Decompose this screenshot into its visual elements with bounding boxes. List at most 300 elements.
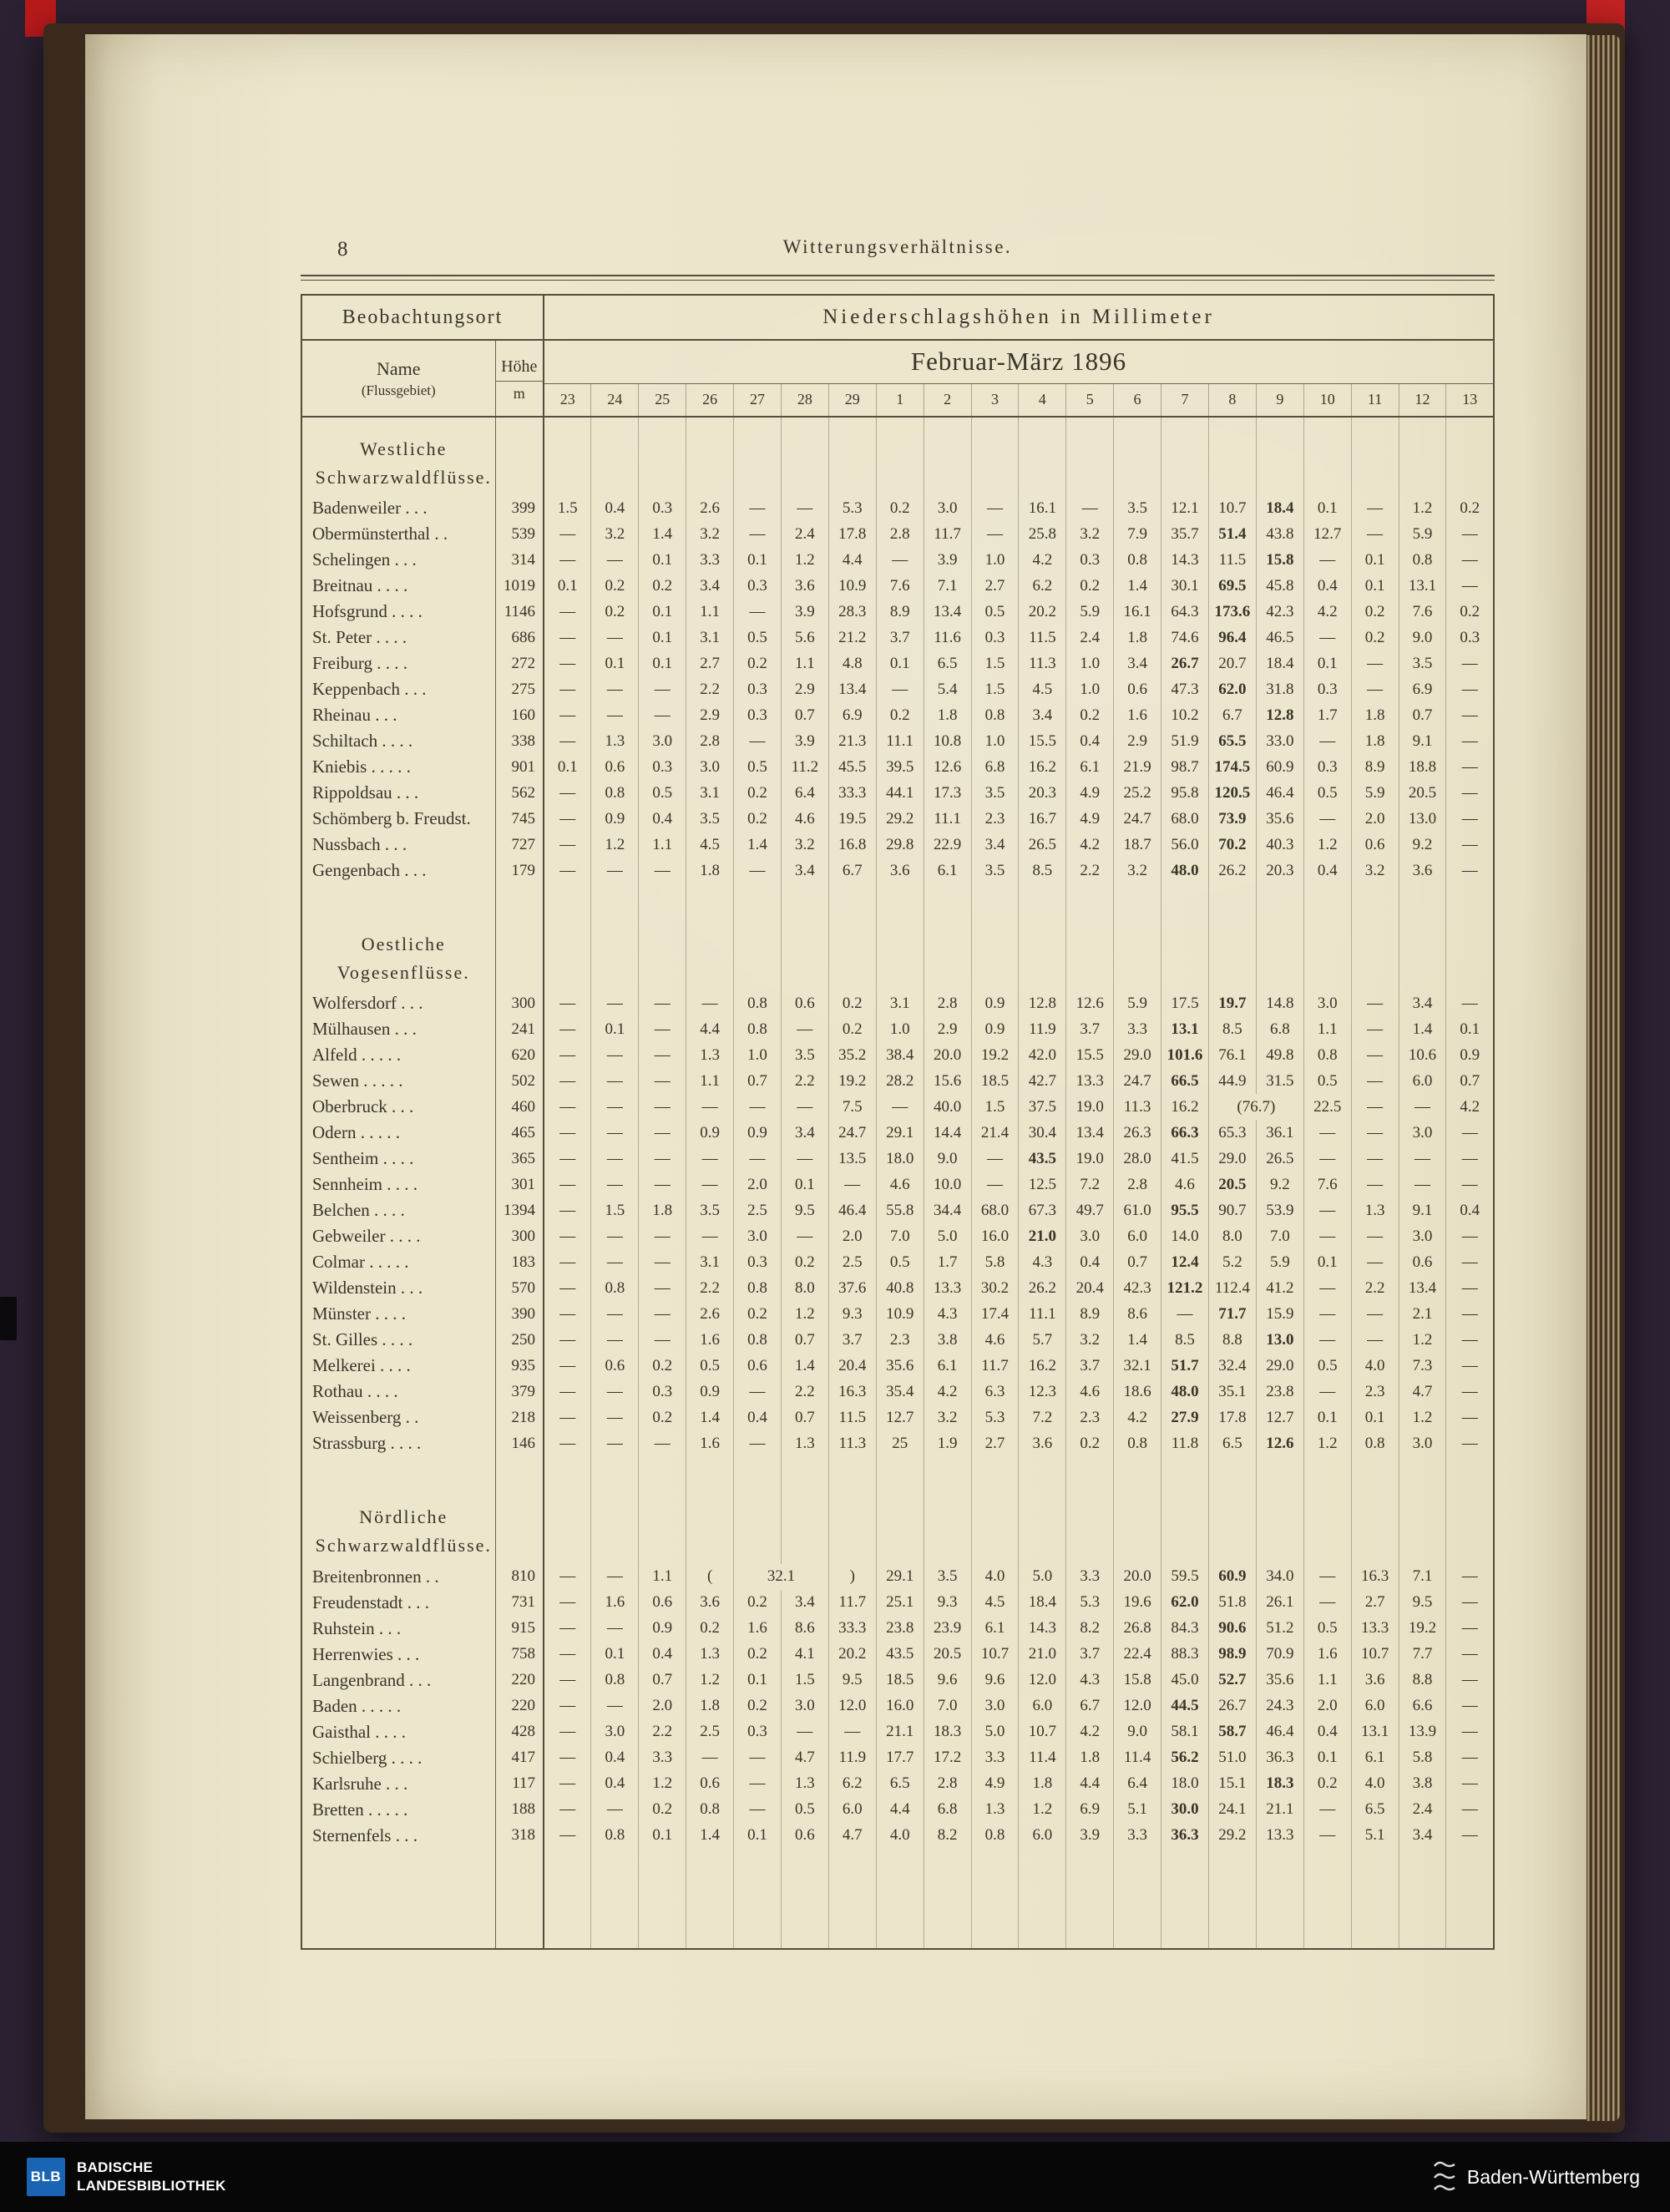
- blank-cell: [828, 883, 876, 922]
- precip-value: 7.6: [1303, 1172, 1351, 1197]
- precip-value: —: [1446, 1275, 1494, 1301]
- station-name: Sternenfels . . .: [312, 1825, 418, 1845]
- station-elevation: 220: [495, 1693, 544, 1719]
- precip-value: —: [1446, 806, 1494, 832]
- blank-cell: [1066, 1849, 1114, 1949]
- station-name: Bretten . . . . .: [312, 1799, 408, 1820]
- precip-value: 2.8: [924, 990, 971, 1016]
- precip-value: 6.9: [1399, 676, 1446, 702]
- precip-value: —: [686, 1745, 734, 1771]
- precip-value: 1.3: [686, 1642, 734, 1668]
- precip-value: 0.7: [1446, 1068, 1494, 1094]
- blank-cell: [686, 427, 734, 495]
- precip-value: —: [876, 1094, 924, 1120]
- precip-value: 13.5: [828, 1146, 876, 1172]
- precip-value: 11.7: [924, 521, 971, 547]
- blank-cell: [639, 922, 686, 990]
- blank-cell: [1161, 1456, 1209, 1495]
- precip-value: 0.1: [1303, 1745, 1351, 1771]
- precip-value: 0.4: [1446, 1197, 1494, 1223]
- precip-value: —: [876, 676, 924, 702]
- blank-cell: [971, 1849, 1019, 1949]
- precip-value: —: [544, 1197, 591, 1223]
- blank-cell: [876, 1849, 924, 1949]
- precip-value: 0.3: [734, 1249, 782, 1275]
- table-row: [301, 1042, 1494, 1068]
- blank-cell: [876, 883, 924, 922]
- precip-value: —: [1351, 1172, 1399, 1197]
- precip-value: 22.5: [1303, 1094, 1351, 1120]
- precip-value: —: [591, 1094, 639, 1120]
- precip-value: 1.8: [1351, 702, 1399, 728]
- precip-value: 0.4: [591, 495, 639, 521]
- precip-value: 49.7: [1066, 1197, 1114, 1223]
- precip-value: 0.7: [1399, 702, 1446, 728]
- precip-value: 9.3: [828, 1301, 876, 1327]
- precip-value: 18.4: [1019, 1590, 1066, 1616]
- blank-cell: [828, 417, 876, 427]
- table-row: [301, 1797, 1494, 1823]
- precip-value: 1.3: [686, 1042, 734, 1068]
- precip-value: 46.5: [1256, 625, 1303, 650]
- precip-value: 13.4: [828, 676, 876, 702]
- precip-value: 0.8: [591, 780, 639, 806]
- precip-value: 5.9: [1351, 780, 1399, 806]
- page-head: [301, 236, 1495, 266]
- precip-value: 0.8: [1114, 1430, 1161, 1456]
- precip-value: 28.0: [1114, 1146, 1161, 1172]
- precip-value: 12.6: [924, 754, 971, 780]
- precip-value: 0.6: [1351, 832, 1399, 858]
- precip-value: —: [1399, 1094, 1446, 1120]
- precip-value: —: [544, 1590, 591, 1616]
- day-column-header: 8: [1208, 383, 1256, 417]
- day-column-header: 12: [1399, 383, 1446, 417]
- precip-value: 24.7: [828, 1120, 876, 1146]
- precip-value: 8.0: [781, 1275, 828, 1301]
- blank-cell: [639, 1495, 686, 1563]
- precip-value: —: [1351, 1249, 1399, 1275]
- precip-value: 1.5: [591, 1197, 639, 1223]
- table-row: [301, 650, 1494, 676]
- precip-value: 20.4: [1066, 1275, 1114, 1301]
- precip-value: 101.6: [1161, 1042, 1209, 1068]
- precip-value: 6.5: [924, 650, 971, 676]
- precip-value: 11.5: [828, 1405, 876, 1430]
- precip-value: 0.1: [544, 573, 591, 599]
- precip-value: 0.4: [1066, 728, 1114, 754]
- precip-value: 0.4: [1303, 858, 1351, 883]
- precip-value: —: [591, 1379, 639, 1405]
- blank-cell: [591, 1495, 639, 1563]
- precip-value: 0.7: [734, 1068, 782, 1094]
- precip-value: 1.0: [971, 547, 1019, 573]
- day-column-header: 29: [828, 383, 876, 417]
- precip-value: 4.0: [971, 1564, 1019, 1590]
- precip-value: 3.0: [639, 728, 686, 754]
- precip-value: 96.4: [1208, 625, 1256, 650]
- precip-value: —: [1446, 573, 1494, 599]
- precip-value: —: [639, 1068, 686, 1094]
- precip-value: 4.2: [1446, 1094, 1494, 1120]
- precip-value: —: [971, 1172, 1019, 1197]
- precip-value: —: [544, 1068, 591, 1094]
- precip-value: 70.2: [1208, 832, 1256, 858]
- precip-value: 4.3: [924, 1301, 971, 1327]
- precip-value: 0.3: [639, 495, 686, 521]
- blank-cell: [686, 417, 734, 427]
- blank-cell: [1114, 1456, 1161, 1495]
- blank-cell: [1399, 1495, 1446, 1563]
- precip-value: 6.0: [1351, 1693, 1399, 1719]
- precip-value: 4.4: [686, 1016, 734, 1042]
- blank-cell: [828, 1456, 876, 1495]
- day-column-header: 13: [1446, 383, 1494, 417]
- blank-cell: [1446, 1495, 1494, 1563]
- precip-value: 95.8: [1161, 780, 1209, 806]
- precip-value: —: [639, 1249, 686, 1275]
- blank-cell: [1208, 417, 1256, 427]
- precip-value: —: [1446, 1120, 1494, 1146]
- blank-cell: [1351, 1456, 1399, 1495]
- precip-value: 29.0: [1114, 1042, 1161, 1068]
- precip-value: 0.3: [734, 702, 782, 728]
- precip-value: 1.8: [924, 702, 971, 728]
- precip-value: —: [544, 990, 591, 1016]
- table-row: [301, 1564, 1494, 1590]
- precip-value: —: [1351, 1094, 1399, 1120]
- precip-value: 5.9: [1066, 599, 1114, 625]
- day-column-header: 24: [591, 383, 639, 417]
- precip-value: 21.4: [971, 1120, 1019, 1146]
- precip-value: —: [1446, 1249, 1494, 1275]
- precip-value: 60.9: [1256, 754, 1303, 780]
- precip-value: 11.1: [876, 728, 924, 754]
- precip-value: 0.2: [1303, 1771, 1351, 1797]
- blank-cell: [1066, 1495, 1114, 1563]
- precip-value: —: [1351, 1120, 1399, 1146]
- precip-value: 0.5: [686, 1353, 734, 1379]
- precip-value: 8.2: [924, 1823, 971, 1849]
- station-elevation: 1146: [495, 599, 544, 625]
- precip-value: 0.5: [1303, 780, 1351, 806]
- precip-value: 16.7: [1019, 806, 1066, 832]
- precip-value: —: [1446, 1223, 1494, 1249]
- blank-cell: [1208, 427, 1256, 495]
- precip-value: 2.4: [1066, 625, 1114, 650]
- precip-value: 17.8: [828, 521, 876, 547]
- blank-cell: [1114, 1495, 1161, 1563]
- precip-value: 3.6: [686, 1590, 734, 1616]
- library-name-line1: BADISCHE: [77, 2159, 154, 2175]
- precip-value: 5.1: [1351, 1823, 1399, 1849]
- blank-cell: [1351, 922, 1399, 990]
- precip-value: 29.2: [1208, 1823, 1256, 1849]
- blank-cell: [686, 883, 734, 922]
- blank-cell: [876, 922, 924, 990]
- precip-value: 1.3: [1351, 1197, 1399, 1223]
- blank-cell: [828, 922, 876, 990]
- precip-value: 47.3: [1161, 676, 1209, 702]
- table-row: [301, 1616, 1494, 1642]
- page-content: [301, 34, 1495, 1950]
- precip-value: 0.4: [734, 1405, 782, 1430]
- table-row: [301, 754, 1494, 780]
- precip-value: —: [1303, 1197, 1351, 1223]
- station-elevation: 901: [495, 754, 544, 780]
- precip-value: 23.8: [876, 1616, 924, 1642]
- blank-cell: [544, 883, 591, 922]
- blank-cell: [1114, 427, 1161, 495]
- blank-cell: [1446, 1456, 1494, 1495]
- precip-value: 1.3: [591, 728, 639, 754]
- precip-value: 18.0: [1161, 1771, 1209, 1797]
- precip-value: 7.6: [876, 573, 924, 599]
- precip-value: 19.2: [1399, 1616, 1446, 1642]
- precip-value: 45.8: [1256, 573, 1303, 599]
- precip-value: 2.2: [1351, 1275, 1399, 1301]
- precip-value: —: [686, 1223, 734, 1249]
- precip-value: 3.6: [876, 858, 924, 883]
- station-elevation: 250: [495, 1327, 544, 1353]
- precip-value: 16.2: [1161, 1094, 1209, 1120]
- station-name: Alfeld . . . . .: [312, 1045, 402, 1066]
- precip-value: 2.2: [639, 1719, 686, 1745]
- precip-value: —: [828, 1719, 876, 1745]
- precip-value: —: [734, 1797, 782, 1823]
- precip-value: 1.4: [639, 521, 686, 547]
- precip-value: 1.1: [1303, 1016, 1351, 1042]
- precip-value: 26.8: [1114, 1616, 1161, 1642]
- precip-value: 2.4: [1399, 1797, 1446, 1823]
- precip-value: 1.2: [686, 1668, 734, 1693]
- precip-value: 0.1: [639, 547, 686, 573]
- precip-value: 11.4: [1019, 1745, 1066, 1771]
- precip-value: 6.7: [1208, 702, 1256, 728]
- precip-value: 3.4: [781, 1120, 828, 1146]
- precip-value: —: [1351, 1146, 1399, 1172]
- station-elevation: 745: [495, 806, 544, 832]
- precip-value: 0.5: [1303, 1616, 1351, 1642]
- blank-cell: [971, 922, 1019, 990]
- precip-value: 11.5: [1208, 547, 1256, 573]
- precip-value: 12.1: [1161, 495, 1209, 521]
- station-elevation: 620: [495, 1042, 544, 1068]
- precip-value: 6.4: [781, 780, 828, 806]
- precip-value: —: [544, 625, 591, 650]
- footer-right: [1432, 2159, 1670, 2195]
- precip-value: 32.1: [734, 1564, 829, 1590]
- precip-value: 2.2: [686, 1275, 734, 1301]
- blank-cell: [1019, 922, 1066, 990]
- precip-value: 5.0: [924, 1223, 971, 1249]
- precip-value: 3.2: [924, 1405, 971, 1430]
- station-name: Schielberg . . . .: [312, 1747, 423, 1768]
- precip-value: 36.1: [1256, 1120, 1303, 1146]
- precip-value: 173.6: [1208, 599, 1256, 625]
- precip-value: 26.5: [1256, 1146, 1303, 1172]
- precip-value: —: [544, 1223, 591, 1249]
- blank-cell: [591, 417, 639, 427]
- precip-value: 4.4: [1066, 1771, 1114, 1797]
- precip-value: 26.7: [1208, 1693, 1256, 1719]
- station-name: Freiburg . . . .: [312, 653, 407, 674]
- day-column-header: 1: [876, 383, 924, 417]
- table-row: [301, 990, 1494, 1016]
- precip-value: —: [544, 1405, 591, 1430]
- book-cover: [43, 23, 1625, 2133]
- precip-value: 29.8: [876, 832, 924, 858]
- station-elevation: 915: [495, 1616, 544, 1642]
- precip-value: 18.8: [1399, 754, 1446, 780]
- elevation-label: Höhe: [496, 355, 544, 382]
- precip-value: 6.0: [1019, 1693, 1066, 1719]
- precip-value: 0.1: [591, 1016, 639, 1042]
- precip-value: 11.3: [1114, 1094, 1161, 1120]
- precip-value: 0.8: [1303, 1042, 1351, 1068]
- precip-value: 0.1: [1303, 1249, 1351, 1275]
- precip-value: 16.8: [828, 832, 876, 858]
- name-label: Name: [376, 357, 421, 379]
- precip-value: 1.4: [781, 1353, 828, 1379]
- precip-value: 1.5: [971, 1094, 1019, 1120]
- name-sublabel: (Flussgebiet): [361, 382, 436, 398]
- table-row: [301, 1430, 1494, 1456]
- blank-cell: [876, 427, 924, 495]
- precip-value: —: [544, 1249, 591, 1275]
- precipitation-header: Niederschlagshöhen in Millimeter: [544, 295, 1494, 340]
- blank-cell: [1066, 883, 1114, 922]
- precip-value: 2.8: [1114, 1172, 1161, 1197]
- section-title: Oestliche Vogesenflüsse.: [337, 934, 470, 984]
- precip-value: 17.2: [924, 1745, 971, 1771]
- precip-value: 8.5: [1208, 1016, 1256, 1042]
- precip-value: 6.2: [828, 1771, 876, 1797]
- precip-value: 4.6: [971, 1327, 1019, 1353]
- precip-value: —: [1446, 1405, 1494, 1430]
- precip-value: 3.3: [1114, 1016, 1161, 1042]
- precip-value: 3.1: [876, 990, 924, 1016]
- precip-value: 51.4: [1208, 521, 1256, 547]
- blank-cell: [1399, 427, 1446, 495]
- precip-value: 4.6: [1066, 1379, 1114, 1405]
- blank-cell: [686, 1495, 734, 1563]
- blank-cell: [1208, 1495, 1256, 1563]
- precip-value: 13.0: [1256, 1327, 1303, 1353]
- blank-cell: [924, 1456, 971, 1495]
- name-column-header: [301, 340, 495, 417]
- precip-value: 38.4: [876, 1042, 924, 1068]
- precip-value: 13.3: [1351, 1616, 1399, 1642]
- precip-value: —: [734, 1430, 782, 1456]
- blank-cell: [1161, 417, 1209, 427]
- precip-value: 51.8: [1208, 1590, 1256, 1616]
- blank-cell: [734, 1495, 782, 1563]
- precip-value: 36.3: [1161, 1823, 1209, 1849]
- precip-value: 16.0: [971, 1223, 1019, 1249]
- precip-value: 55.8: [876, 1197, 924, 1223]
- precip-value: 4.7: [781, 1745, 828, 1771]
- blb-abbr: BLB: [30, 2169, 62, 2184]
- blank-cell: [876, 417, 924, 427]
- precip-value: —: [1351, 495, 1399, 521]
- precip-value: 3.7: [1066, 1642, 1114, 1668]
- state-name: Baden-Württemberg: [1466, 2165, 1640, 2188]
- precip-value: —: [639, 1430, 686, 1456]
- precip-value: 2.6: [686, 1301, 734, 1327]
- precip-value: —: [1399, 1172, 1446, 1197]
- precip-value: 0.4: [1066, 1249, 1114, 1275]
- blank-cell: [781, 1456, 828, 1495]
- station-name: Obermünsterthal . .: [312, 524, 448, 544]
- precip-value: 88.3: [1161, 1642, 1209, 1668]
- precip-value: 61.0: [1114, 1197, 1161, 1223]
- blank-cell: [495, 417, 544, 427]
- precip-value: 37.6: [828, 1275, 876, 1301]
- precip-value: 3.4: [1019, 702, 1066, 728]
- precip-value: 21.1: [1256, 1797, 1303, 1823]
- precip-value: 5.3: [1066, 1590, 1114, 1616]
- precip-value: 41.5: [1161, 1146, 1209, 1172]
- blank-cell: [924, 417, 971, 427]
- precip-value: 12.7: [876, 1405, 924, 1430]
- precip-value: 6.8: [924, 1797, 971, 1823]
- precip-value: 6.0: [1114, 1223, 1161, 1249]
- precip-value: 0.1: [1351, 547, 1399, 573]
- station-elevation: 460: [495, 1094, 544, 1120]
- station-name: Gaisthal . . . .: [312, 1721, 406, 1742]
- precip-value: 2.0: [1303, 1693, 1351, 1719]
- table-row: [301, 858, 1494, 883]
- precip-value: 13.3: [1066, 1068, 1114, 1094]
- precip-value: 1.4: [1114, 573, 1161, 599]
- precip-value: 2.5: [828, 1249, 876, 1275]
- precip-value: —: [1303, 1590, 1351, 1616]
- table-row: [301, 495, 1494, 521]
- blank-cell: [828, 1495, 876, 1563]
- precip-value: 65.5: [1208, 728, 1256, 754]
- precip-value: 1.4: [734, 832, 782, 858]
- precip-value: 42.3: [1256, 599, 1303, 625]
- precip-value: 51.0: [1208, 1745, 1256, 1771]
- precip-value: —: [591, 1249, 639, 1275]
- station-name: Breitenbronnen . .: [312, 1566, 439, 1587]
- page-number: 8: [337, 238, 348, 261]
- precip-value: 4.7: [1399, 1379, 1446, 1405]
- precip-value: 6.7: [828, 858, 876, 883]
- precip-value: 1.2: [1303, 832, 1351, 858]
- blank-cell: [591, 1456, 639, 1495]
- precip-value: —: [639, 1042, 686, 1068]
- precip-value: 0.2: [1351, 599, 1399, 625]
- precip-value: 8.9: [876, 599, 924, 625]
- precip-value: 0.8: [734, 1016, 782, 1042]
- precip-value: 2.4: [781, 521, 828, 547]
- station-elevation: 179: [495, 858, 544, 883]
- precip-value: 52.7: [1208, 1668, 1256, 1693]
- precip-value: 4.9: [971, 1771, 1019, 1797]
- precip-value: 6.5: [1351, 1797, 1399, 1823]
- precip-value: 0.6: [591, 754, 639, 780]
- station-name: Gebweiler . . . .: [312, 1226, 421, 1247]
- precip-value: —: [639, 1172, 686, 1197]
- precip-value: 45.0: [1161, 1668, 1209, 1693]
- precip-value: 43.5: [1019, 1146, 1066, 1172]
- precip-value: —: [734, 1146, 782, 1172]
- blank-cell: [1303, 1495, 1351, 1563]
- precip-value: —: [1446, 1146, 1494, 1172]
- table-row: [301, 676, 1494, 702]
